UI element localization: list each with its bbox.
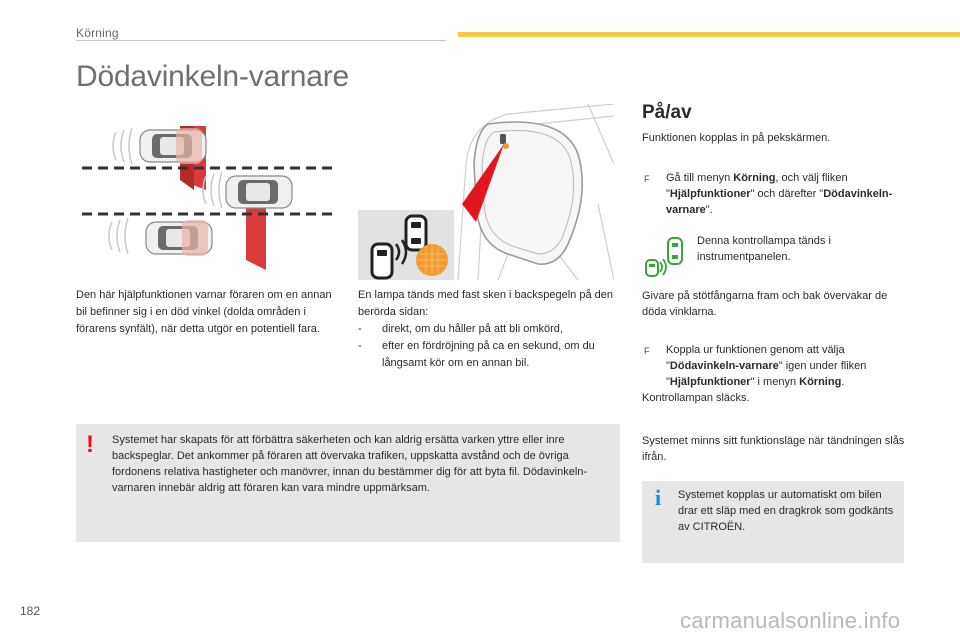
- option-dodavinkeln-varnare: Dödavinkeln-varnare: [669, 360, 779, 372]
- intro-paragraph: Den här hjälpfunktionen varnar föraren om en annan bil befinner sig i en död vinkel (dolda områden i förarens synfält), när detta utgör en potentiell fara.: [76, 289, 332, 335]
- warning-text: Systemet har skapats för att förbättra säkerheten och kan aldrig ersätta varken yttre eller inre backspeglar. Det ankommer på föraren att övervaka trafiken, uppskatta avstånd och de övriga fordonens relativa hastigheter och manövrer, innan du bestämmer dig för att byta fil. Dödavinkeln-varnaren innebär aldrig att föraren kan vara mindre uppmärksam.: [112, 434, 588, 494]
- list-item: [358, 338, 618, 372]
- on-off-title: På/av: [642, 102, 692, 123]
- lamp-conditions-list: [358, 321, 618, 372]
- tab-hjalpfunktioner: Hjälpfunktioner: [669, 376, 751, 388]
- step-marker-icon: F: [644, 346, 650, 356]
- list-dash: -: [358, 340, 362, 352]
- menu-korning: Körning: [733, 172, 776, 184]
- tab-hjalpfunktioner: Hjälpfunktioner: [669, 188, 751, 200]
- memory-paragraph: Systemet minns sitt funktionsläge när tändningen slås ifrån.: [642, 435, 905, 463]
- blind-spot-cars-illustration: [76, 110, 340, 280]
- step1-text: " och därefter ": [750, 188, 824, 200]
- step2-text: .: [841, 376, 845, 388]
- step2-text: " igen under fliken ": [666, 360, 867, 388]
- step2-text: Koppla ur funktionen genom att välja ": [666, 344, 845, 372]
- mirror-warning-lamp-illustration: [358, 104, 614, 280]
- list-dash: -: [358, 323, 362, 335]
- option-dodavinkeln-varnare: Dödavinkeln-varnare: [666, 188, 893, 216]
- menu-korning: Körning: [799, 376, 842, 388]
- info-box: [642, 481, 904, 563]
- lamp-condition-2: efter en fördröjning på ca en sekund, om du långsamt kör om en annan bil.: [382, 340, 595, 369]
- sensors-paragraph: Givare på stötfångarna fram och bak övervakar de döda vinklarna.: [642, 290, 888, 318]
- step1-text: ".: [705, 204, 713, 216]
- step1-text: Gå till menyn: [666, 172, 734, 184]
- blind-spot-indicator-icon: [644, 236, 688, 278]
- activation-step: [642, 170, 912, 218]
- header-divider: [76, 40, 446, 41]
- lamp-condition-1: direkt, om du håller på att bli omkörd,: [382, 323, 563, 335]
- header-accent-bar: [458, 32, 960, 37]
- warning-icon: !: [86, 431, 94, 458]
- section-header: Körning: [76, 26, 119, 40]
- on-off-intro: Funktionen kopplas in på pekskärmen.: [642, 132, 831, 144]
- info-text: Systemet kopplas ur automatiskt om bilen drar ett släp med en dragkrok som godkänts av CITROËN.: [678, 489, 894, 533]
- watermark: carmanualsonline.info: [680, 608, 901, 633]
- info-icon: i: [654, 485, 662, 510]
- step2-text: " i menyn: [750, 376, 800, 388]
- lamp-description: [358, 287, 618, 372]
- indicator-description: Denna kontrollampa tänds i instrumentpanelen.: [697, 235, 831, 263]
- step1-text: , och välj fliken ": [666, 172, 848, 200]
- page-title: Dödavinkeln-varnare: [76, 60, 350, 93]
- deactivation-step: [642, 342, 912, 390]
- warning-box: [76, 424, 620, 542]
- deactivated-text: Kontrollampan släcks.: [642, 392, 750, 404]
- list-item: [358, 321, 618, 338]
- lamp-lead-text: En lampa tänds med fast sken i backspegeln på den berörda sidan:: [358, 289, 613, 318]
- page-number: 182: [20, 604, 41, 618]
- step-marker-icon: F: [644, 174, 650, 184]
